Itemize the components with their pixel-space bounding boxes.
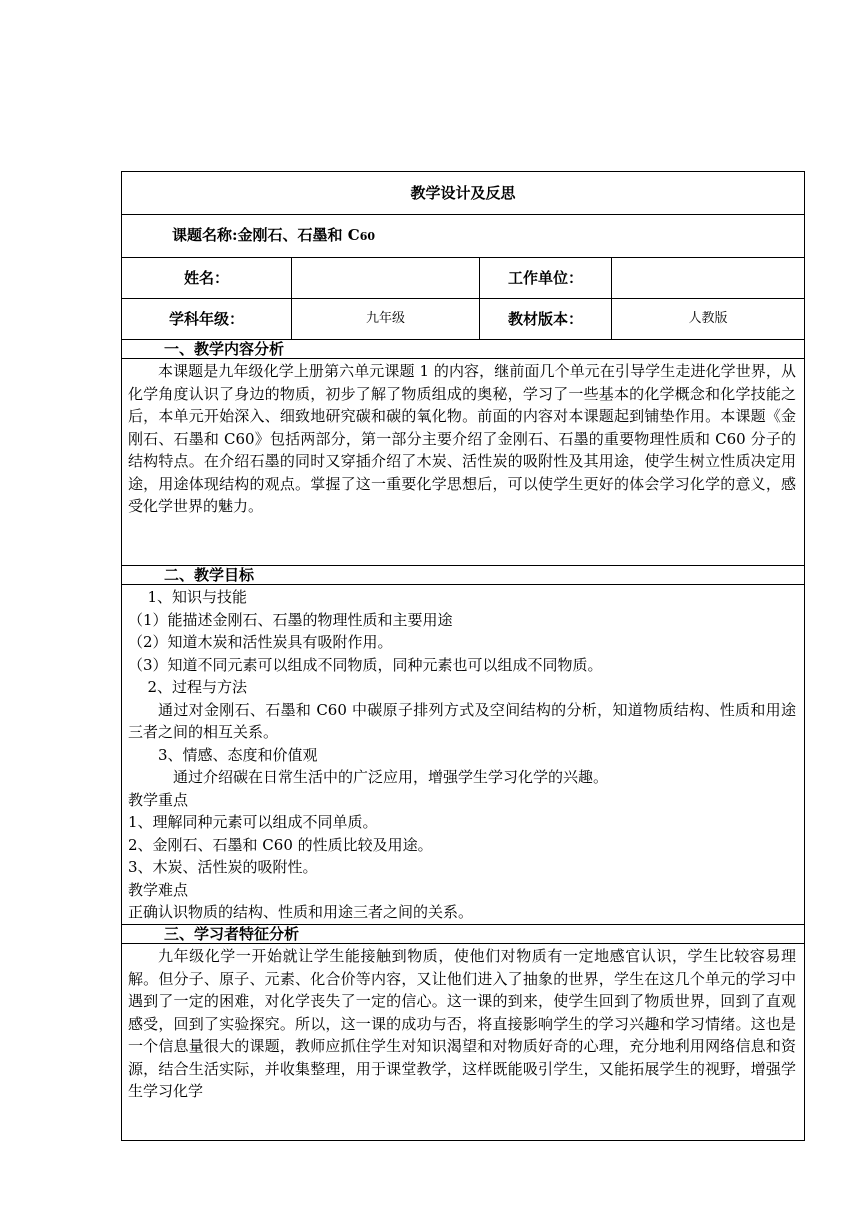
key-points-heading: 教学重点 — [128, 790, 189, 809]
objective-line: 通过对金刚石、石墨和 C60 中碳原子排列方式及空间结构的分析，知道物质结构、性质和用途三者之间的相互关系。 — [128, 700, 797, 741]
objective-line: 1、知识与技能 — [147, 588, 248, 606]
grade-value: 九年级 — [292, 299, 480, 340]
unit-label: 工作单位： — [480, 258, 612, 299]
objective-line: 1、理解同种元素可以组成不同单质。 — [128, 813, 378, 831]
objective-line: 3、木炭、活性炭的吸附性。 — [128, 858, 318, 876]
objective-line: 2、金刚石、石墨和 C60 的性质比较及用途。 — [128, 835, 433, 854]
section-heading-learner-analysis: 三、学习者特征分析 — [122, 925, 805, 944]
course-name: 金刚石、石墨和 C — [237, 225, 360, 244]
course-name-subscript: 60 — [359, 229, 376, 243]
unit-value — [612, 258, 805, 299]
learner-analysis-paragraph: 九年级化学一开始就让学生能接触到物质，使他们对物质有一定地感官认识，学生比较容易理解。但分子、原子、元素、化合价等内容，又让他们进入了抽象的世界，学生在这几个单元的学习中遇到了一定的困难，对化学丧失了一定的信心。这一课的到来，使学生回到了物质世界，回到了直观感受，回到了实验探究。所以，这一课的成功与否，将直接影响学生的学习兴趣和学习情绪。这也是一个信息量很大的课题，教师应抓住学生对知识渴望和对物质好奇的心理，充分地利用网络信息和资源，结合生活实际，并收集整理，用于课堂教学，这样既能吸引学生，又能拓展学生的视野，增强学生学习化学 — [128, 947, 797, 1100]
objective-line: （1）能描述金刚石、石墨的物理性质和主要用途 — [128, 610, 453, 629]
course-label: 课题名称: — [172, 225, 238, 244]
name-value — [292, 258, 480, 299]
learner-analysis-body — [122, 944, 805, 1141]
lesson-plan-table — [121, 171, 805, 1141]
edition-label: 教材版本： — [480, 299, 612, 340]
section-heading-objectives: 二、教学目标 — [122, 566, 805, 585]
objective-line: 正确认识物质的结构、性质和用途三者之间的关系。 — [128, 903, 474, 921]
objectives-body — [122, 585, 805, 925]
content-analysis-paragraph: 本课题是九年级化学上册第六单元课题 1 的内容，继前面几个单元在引导学生走进化学世界，从化学角度认识了身边的物质，初步了解了物质组成的奥秘，学习了一些基本的化学概念和化学技能之后，本单元开始深入、细致地研究碳和碳的氧化物。前面的内容对本课题起到铺垫作用。本课题《金刚石、石墨和 C60》包括两部分，第一部分主要介绍了金刚石、石墨的重要物理性质和 C60 分子的结构特点。在介绍石墨的同时又穿插介绍了木炭、活性炭的吸附性及其用途，使学生树立性质决定用途，用途体现结构的观点。掌握了这一重要化学思想后，可以使学生更好的体会学习化学的意义，感受化学世界的魅力。 — [128, 362, 797, 515]
difficulties-heading: 教学难点 — [128, 880, 189, 899]
objective-line: 2、过程与方法 — [147, 678, 248, 696]
grade-label: 学科年级： — [122, 299, 292, 340]
objective-line: （2）知道木炭和活性炭具有吸附作用。 — [128, 633, 393, 651]
page-title: 教学设计及反思 — [122, 172, 805, 215]
content-analysis-body — [122, 359, 805, 566]
name-label: 姓名： — [122, 258, 292, 299]
section-heading-content-analysis: 一、教学内容分析 — [122, 340, 805, 359]
course-title-cell — [122, 215, 805, 258]
objective-line: 通过介绍碳在日常生活中的广泛应用，增强学生学习化学的兴趣。 — [173, 768, 609, 786]
objective-line: （3）知道不同元素可以组成不同物质，同种元素也可以组成不同物质。 — [128, 655, 603, 674]
edition-value: 人教版 — [612, 299, 805, 340]
objective-line: 3、情感、态度和价值观 — [158, 745, 318, 764]
